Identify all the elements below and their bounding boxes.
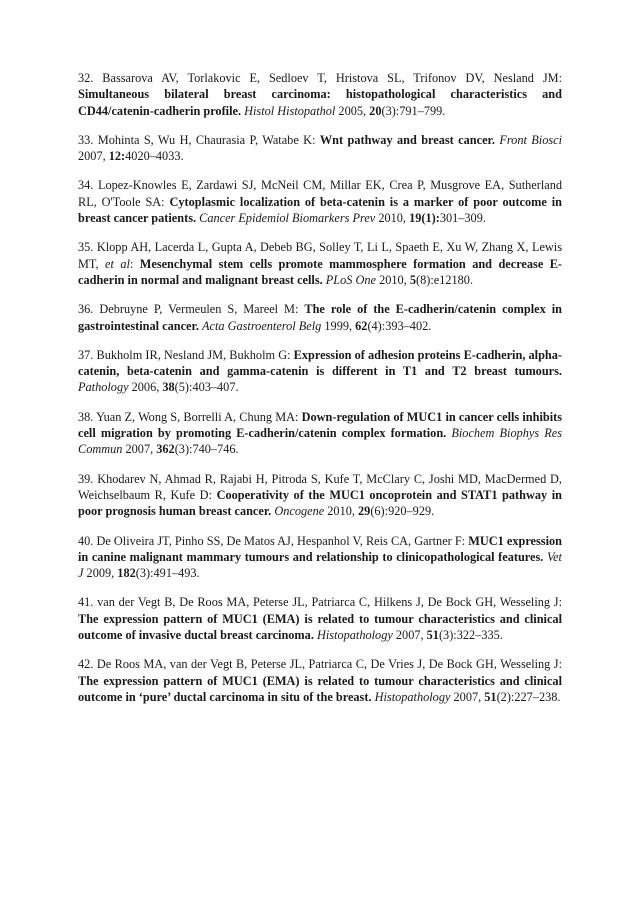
ref-authors: Mohinta S, Wu H, Chaurasia P, Watabe K: [97,132,316,147]
ref-year: 2010, [327,504,355,519]
ref-number: 42. [78,657,94,672]
reference-entry [78,471,562,520]
ref-title: MUC1 expression in canine malignant mammary tumours and relationship to clinicopathological features. [78,533,562,564]
ref-authors: De Roos MA, van der Vegt B, Peterse JL, Patriarca C, De Vries J, De Bock GH, Wesseling J: [96,657,563,672]
ref-number: 37. [78,347,94,362]
ref-issue: (3): [135,566,154,581]
ref-journal: Histopathology [316,628,393,643]
reference-entry [78,409,562,458]
ref-volume: 51 [426,628,439,643]
ref-year: 2010, [379,272,407,287]
ref-year: 2007, [125,442,154,457]
ref-pages: 227–238. [514,689,561,704]
ref-issue: (6): [370,504,389,519]
ref-volume: 5 [409,272,416,287]
reference-entry [78,132,562,165]
ref-pages: 740–746. [192,442,239,457]
ref-pages: 491–493. [153,566,200,581]
ref-title: Cytoplasmic localization of beta-catenin is a marker of poor outcome in breast cancer patients. [78,194,562,226]
ref-title: Simultaneous bilateral breast carcinoma: histopathological characteristics and CD44/catenin-cadherin profile. [78,87,562,118]
reference-entry [78,656,562,705]
ref-issue: (2): [496,689,515,704]
ref-journal: Acta Gastroenterol Belg [202,318,322,333]
ref-volume: 362 [156,442,175,457]
ref-year: 2007, [78,149,106,164]
ref-title: Down-regulation of MUC1 in cancer cells inhibits cell migration by promoting E-cadherin/catenin complex formation. [78,409,562,441]
ref-volume: 29 [358,504,371,519]
ref-authors: Bassarova AV, Torlakovic E, Sedloev T, Hristova SL, Trifonov DV, Nesland JM: [102,71,562,85]
ref-title: Mesenchymal stem cells promote mammosphere formation and decrease E-cadherin in normal and malignant breast cells. [78,256,562,287]
ref-year: 2007, [453,689,482,704]
ref-year: 1999, [324,318,353,333]
ref-volume: 20 [369,103,382,118]
ref-authors: Khodarev N, Ahmad R, Rajabi H, Pitroda S, Kufe T, McClary C, Joshi MD, MacDermed D, Weichselbaum R, Kufe D: [78,471,562,502]
ref-number: 40. [78,533,94,548]
ref-number: 32. [78,71,94,85]
ref-pages: 322–335. [456,628,503,643]
ref-pages: 301–309. [439,211,486,226]
ref-issue: (3): [438,628,457,643]
ref-journal: Histol Histopathol [244,103,336,118]
reference-entry [78,347,562,396]
ref-number: 33. [78,132,94,147]
reference-entry: 35. Klopp AH, Lacerda L, Gupta A, Debeb BG, Solley T, Li L, Spaeth E, Xu W, Zhang X, Lewis MT, et al: Mesenchymal stem cells promote mammosphere formation and decrease E-cadherin in normal and malignant breast cells. PLoS One 2010, 5(8):e12180. [78,240,562,287]
ref-pages: 791–799. [399,103,446,118]
ref-authors: Klopp AH, Lacerda L, Gupta A, Debeb BG, Solley T, Li L, Spaeth E, Xu W, Zhang X, Lewis MT, [78,240,562,271]
ref-volume: 19 [409,211,422,226]
reference-entry [78,533,562,582]
reference-entry [78,594,562,643]
ref-title: The expression pattern of MUC1 (EMA) is related to tumour characteristics and clinical outcome of invasive ductal breast carcinoma. [78,611,562,643]
reference-entry [78,177,562,226]
ref-title: Wnt pathway and breast cancer. [319,132,495,147]
ref-journal: Pathology [78,380,129,395]
ref-issue: (8): [415,272,434,287]
ref-journal: Vet J [78,549,562,581]
ref-authors: De Oliveira JT, Pinho SS, De Matos AJ, Hespanhol V, Reis CA, Gartner F: [96,533,466,548]
ref-volume: 51 [484,689,497,704]
ref-title: Expression of adhesion proteins E-cadherin, alpha-catenin, beta-catenin and gamma-catenin is different in T1 and T2 breast tumours. [78,347,563,379]
ref-authors: Yuan Z, Wong S, Borrelli A, Chung MA: [96,409,299,424]
ref-journal: PLoS One [325,272,376,287]
ref-year: 2007, [395,628,424,643]
ref-number: 34. [78,178,94,193]
ref-number: 35. [78,240,94,255]
ref-pages: 920–929. [388,504,435,519]
ref-pages: e12180. [433,272,474,287]
ref-authors: van der Vegt B, De Roos MA, Peterse JL, Patriarca C, Hilkens J, De Bock GH, Wesseling J: [97,595,562,610]
ref-issue: (3): [174,442,193,457]
ref-number: 38. [78,409,94,424]
ref-journal: Cancer Epidemiol Biomarkers Prev [199,211,376,226]
ref-issue: : [121,149,126,164]
ref-volume: 62 [355,318,368,333]
ref-authors: Lopez-Knowles E, Zardawi SJ, McNeil CM, Millar EK, Crea P, Musgrove EA, Sutherland RL, O'Toole SA: [78,178,562,209]
ref-pages: 4020–4033. [125,149,184,164]
ref-issue: (4): [367,318,386,333]
ref-volume: 182 [117,566,136,581]
ref-title: The role of the E-cadherin/catenin complex in gastrointestinal cancer. [78,302,563,333]
ref-year: 2009, [86,566,115,581]
ref-title: The expression pattern of MUC1 (EMA) is related to tumour characteristics and clinical outcome in ‘pure’ ductal carcinoma in situ of the breast. [78,673,562,704]
ref-pages: 393–402. [385,318,432,333]
reference-list [78,70,562,718]
ref-issue: (3): [381,103,400,118]
reference-entry [78,301,562,334]
ref-authors: Debruyne P, Vermeulen S, Mareel M: [99,302,299,317]
ref-etal: et al [105,256,130,271]
ref-journal: Histopathology [374,689,451,704]
ref-journal: Biochem Biophys Res Commun [78,426,562,457]
ref-year: 2005, [338,103,367,118]
ref-number: 39. [78,471,94,486]
ref-volume: 12 [108,149,122,164]
ref-title: Cooperativity of the MUC1 oncoprotein and STAT1 pathway in poor prognosis human breast cancer. [78,487,562,519]
ref-year: 2010, [378,211,406,226]
ref-number: 36. [78,302,94,317]
ref-year: 2006, [131,380,160,395]
ref-authors: Bukholm IR, Nesland JM, Bukholm G: [96,347,291,362]
ref-issue: (1): [421,211,440,226]
ref-pages: 403–407. [192,380,239,395]
ref-number: 41. [78,595,94,610]
reference-entry [78,70,562,119]
ref-journal: Oncogene [274,504,325,519]
ref-volume: 38 [162,380,175,395]
ref-issue: (5): [174,380,193,395]
ref-journal: Front Biosci [499,132,563,147]
